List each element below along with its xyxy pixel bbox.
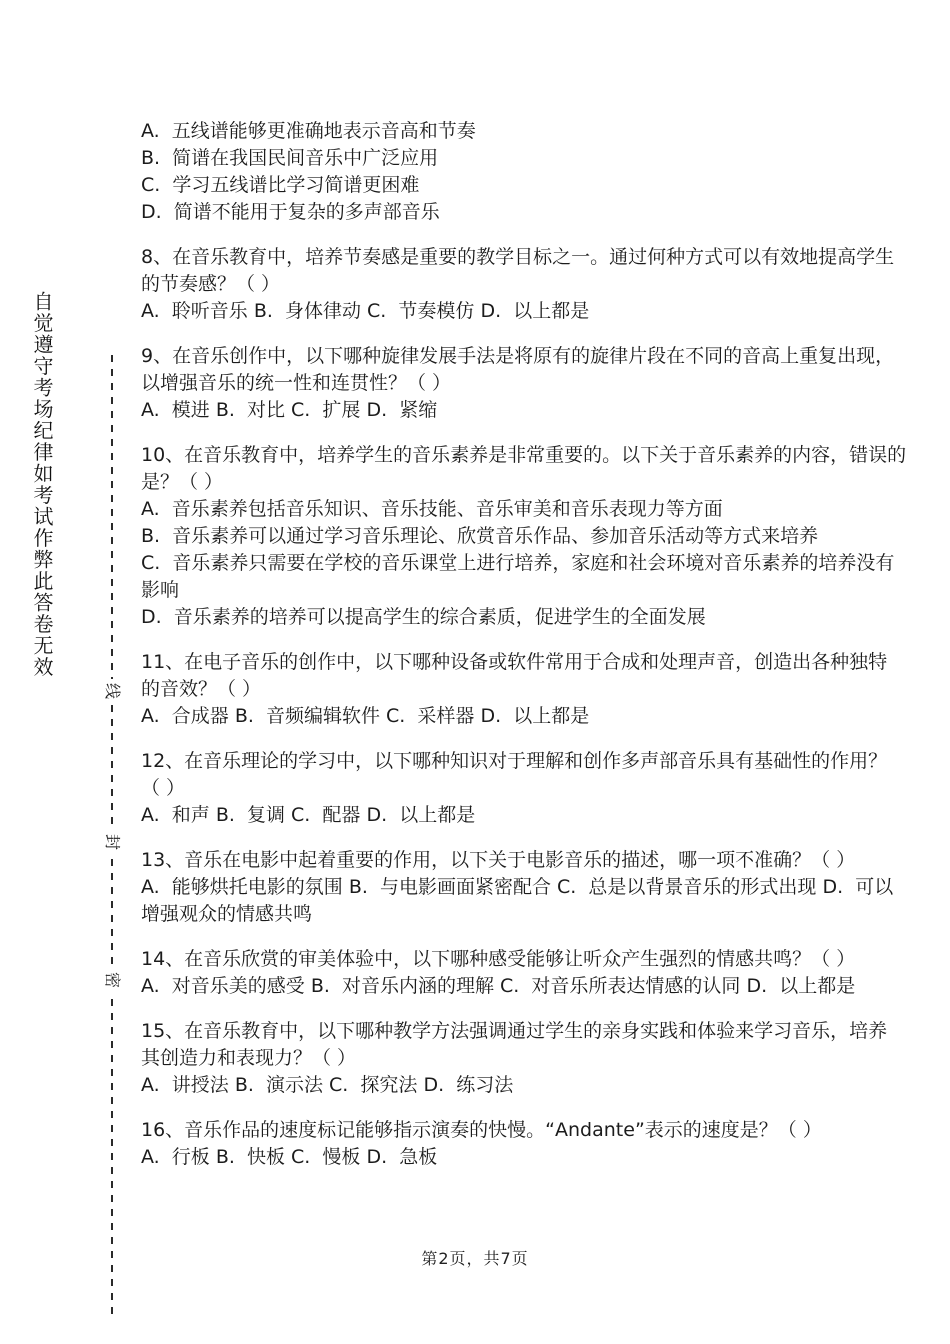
question-list (141, 118, 907, 1171)
text-line: 其创造力和表现力？（ ） (141, 1047, 357, 1069)
question-block-q7-options (141, 118, 841, 226)
text-line: A. 音乐素养包括音乐知识、音乐技能、音乐审美和音乐表现力等方面 (141, 498, 723, 520)
text-line: A. 对音乐美的感受 B. 对音乐内涵的理解 C. 对音乐所表达情感的认同 D. 以上都是 (141, 975, 856, 997)
text-line: A. 模进 B. 对比 C. 扩展 D. 紧缩 (141, 399, 438, 421)
question-block-q13 (141, 847, 894, 928)
question-block-q8 (141, 244, 895, 325)
text-line: C. 音乐素养只需要在学校的音乐课堂上进行培养，家庭和社会环境对音乐素养的培养没有 (141, 552, 895, 574)
text-line: A. 五线谱能够更准确地表示音高和节奏 (141, 120, 476, 142)
text-line: B. 音乐素养可以通过学习音乐理论、欣赏音乐作品、参加音乐活动等方式来培养 (141, 525, 819, 547)
text-line: 13、音乐在电影中起着重要的作用，以下关于电影音乐的描述，哪一项不准确？（ ） (141, 849, 856, 871)
text-line: 8、在音乐教育中，培养节奏感是重要的教学目标之一。通过何种方式可以有效地提高学生 (141, 246, 895, 268)
text-line: 9、在音乐创作中，以下哪种旋律发展手法是将原有的旋律片段在不同的音高上重复出现， (141, 345, 895, 367)
text-line: 增强观众的情感共鸣 (141, 903, 313, 925)
question-block-q12 (141, 748, 888, 829)
text-line: 16、音乐作品的速度标记能够指示演奏的快慢。“Andante”表示的速度是？（ ） (141, 1119, 822, 1141)
text-line: A. 行板 B. 快板 C. 慢板 D. 急板 (141, 1146, 438, 1168)
seal-line (103, 355, 122, 1315)
question-block-q15 (141, 1018, 888, 1099)
text-line: D. 音乐素养的培养可以提高学生的综合素质，促进学生的全面发展 (141, 606, 706, 628)
text-line: B. 简谱在我国民间音乐中广泛应用 (141, 147, 439, 169)
text-line: A. 讲授法 B. 演示法 C. 探究法 D. 练习法 (141, 1074, 514, 1096)
text-line: 的音效？（ ） (141, 678, 262, 700)
question-block-q16 (141, 1117, 841, 1171)
question-block-q14 (141, 946, 856, 1000)
text-line: 的节奏感？（ ） (141, 273, 281, 295)
text-line: 影响 (141, 579, 180, 601)
seal-char-xian: 线 (99, 679, 125, 703)
text-line: D. 简谱不能用于复杂的多声部音乐 (141, 201, 440, 223)
text-line: A. 聆听音乐 B. 身体律动 C. 节奏模仿 D. 以上都是 (141, 300, 590, 322)
question-block-q11 (141, 649, 888, 730)
text-line: A. 能够烘托电影的氛围 B. 与电影画面紧密配合 C. 总是以背景音乐的形式出现 D. 可以 (141, 876, 894, 898)
exam-content (141, 118, 907, 1189)
question-block-q9 (141, 343, 895, 424)
text-line: 12、在音乐理论的学习中，以下哪种知识对于理解和创作多声部音乐具有基础性的作用？ (141, 750, 888, 772)
question-block-q10 (141, 442, 907, 631)
page-number-footer: 第2页，共7页 (421, 1249, 529, 1268)
text-line: 以增强音乐的统一性和连贯性？（ ） (141, 372, 452, 394)
text-line: 是？（ ） (141, 471, 224, 493)
seal-char-mi: 密 (99, 968, 125, 992)
text-line: 14、在音乐欣赏的审美体验中，以下哪种感受能够让听众产生强烈的情感共鸣？（ ） (141, 948, 856, 970)
seal-char-feng: 封 (99, 830, 125, 854)
text-line: A. 合成器 B. 音频编辑软件 C. 采样器 D. 以上都是 (141, 705, 590, 727)
text-line: （ ） (141, 777, 186, 799)
text-line: 10、在音乐教育中，培养学生的音乐素养是非常重要的。以下关于音乐素养的内容，错误的 (141, 444, 907, 466)
text-line: 11、在电子音乐的创作中，以下哪种设备或软件常用于合成和处理声音，创造出各种独特 (141, 651, 888, 673)
text-line: 15、在音乐教育中，以下哪种教学方法强调通过学生的亲身实践和体验来学习音乐，培养 (141, 1020, 888, 1042)
text-line: C. 学习五线谱比学习简谱更困难 (141, 174, 420, 196)
exam-discipline-warning: 自觉遵守考场纪律如考试作弊此答卷无效 (30, 291, 54, 678)
text-line: A. 和声 B. 复调 C. 配器 D. 以上都是 (141, 804, 476, 826)
